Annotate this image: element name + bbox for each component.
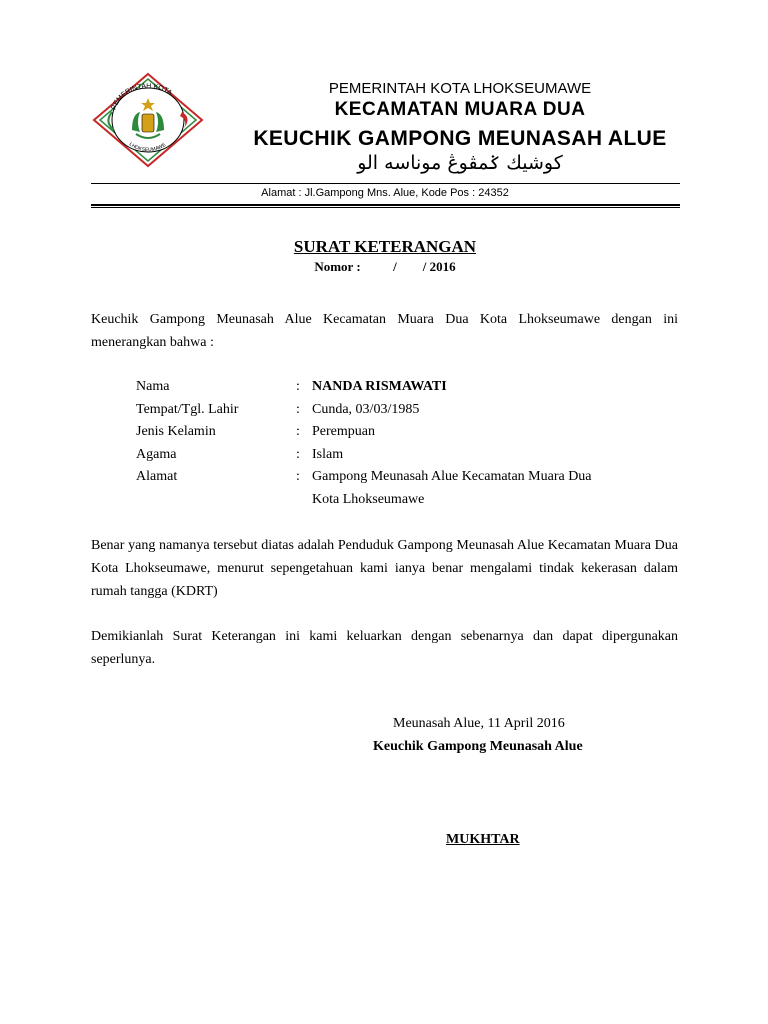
detail-label: Tempat/Tgl. Lahir xyxy=(136,401,239,417)
detail-label: Nama xyxy=(136,379,170,394)
detail-value: Islam xyxy=(312,446,344,462)
detail-colon: : xyxy=(296,401,300,417)
header-divider-thick xyxy=(91,204,680,206)
logo-text-top: PEMERINTAH KOTA xyxy=(110,82,174,111)
signatory-name: MUKHTAR xyxy=(446,832,520,847)
detail-value-continued: Kota Lhokseumawe xyxy=(312,491,425,507)
detail-value: NANDA RISMAWATI xyxy=(312,379,447,394)
logo-text-bottom: LHOKSEUMAWE xyxy=(127,141,168,154)
detail-colon: : xyxy=(296,469,300,484)
header-district: KECAMATAN MUARA DUA xyxy=(334,99,586,120)
detail-row-name xyxy=(136,376,680,399)
opening-paragraph: Keuchik Gampong Meunasah Alue Kecamatan Muara Dua Kota Lhokseumawe dengan ini menerangkan bahwa : xyxy=(91,312,678,350)
detail-value: Gampong Meunasah Alue Kecamatan Muara Dua xyxy=(312,469,592,484)
detail-row-address-cont xyxy=(136,489,680,512)
header-office: KEUCHIK GAMPONG MEUNASAH ALUE xyxy=(253,127,667,150)
detail-row-gender xyxy=(136,421,680,444)
detail-row-birth xyxy=(136,399,680,422)
header-jawi-script: كوشيك ݢمڤوڠ موناسه الو xyxy=(357,152,563,174)
letter-number: Nomor : / / 2016 xyxy=(314,259,456,274)
header-address: Alamat : Jl.Gampong Mns. Alue, Kode Pos : 24352 xyxy=(261,187,509,199)
header-government: PEMERINTAH KOTA LHOKSEUMAWE xyxy=(328,80,592,97)
letter-title: SURAT KETERANGAN xyxy=(293,237,477,256)
detail-colon: : xyxy=(296,379,300,394)
detail-label: Jenis Kelamin xyxy=(136,424,216,439)
detail-value: Perempuan xyxy=(312,424,375,439)
signature-place-date: Meunasah Alue, 11 April 2016 xyxy=(393,716,565,731)
detail-label: Alamat xyxy=(136,469,178,484)
detail-label: Agama xyxy=(136,446,177,462)
statement-paragraph: Benar yang namanya tersebut diatas adalah Penduduk Gampong Meunasah Alue Kecamatan Muara Dua Kota Lhokseumawe, menurut sepengetahuan kami ianya benar mengalami tindak kekerasan dalam rumah tangga (KDRT) xyxy=(91,538,678,599)
closing-paragraph: Demikianlah Surat Keterangan ini kami keluarkan dengan sebenarnya dan dapat dipergunakan seperlunya. xyxy=(91,629,678,667)
header-divider-thin xyxy=(91,207,680,208)
header-divider-top xyxy=(91,183,680,184)
detail-colon: : xyxy=(296,424,300,439)
detail-row-address xyxy=(136,466,680,489)
signature-position: Keuchik Gampong Meunasah Alue xyxy=(373,739,583,754)
detail-row-religion xyxy=(136,444,680,467)
detail-value: Cunda, 03/03/1985 xyxy=(312,401,420,417)
detail-colon: : xyxy=(296,446,300,462)
personal-details xyxy=(136,376,680,511)
